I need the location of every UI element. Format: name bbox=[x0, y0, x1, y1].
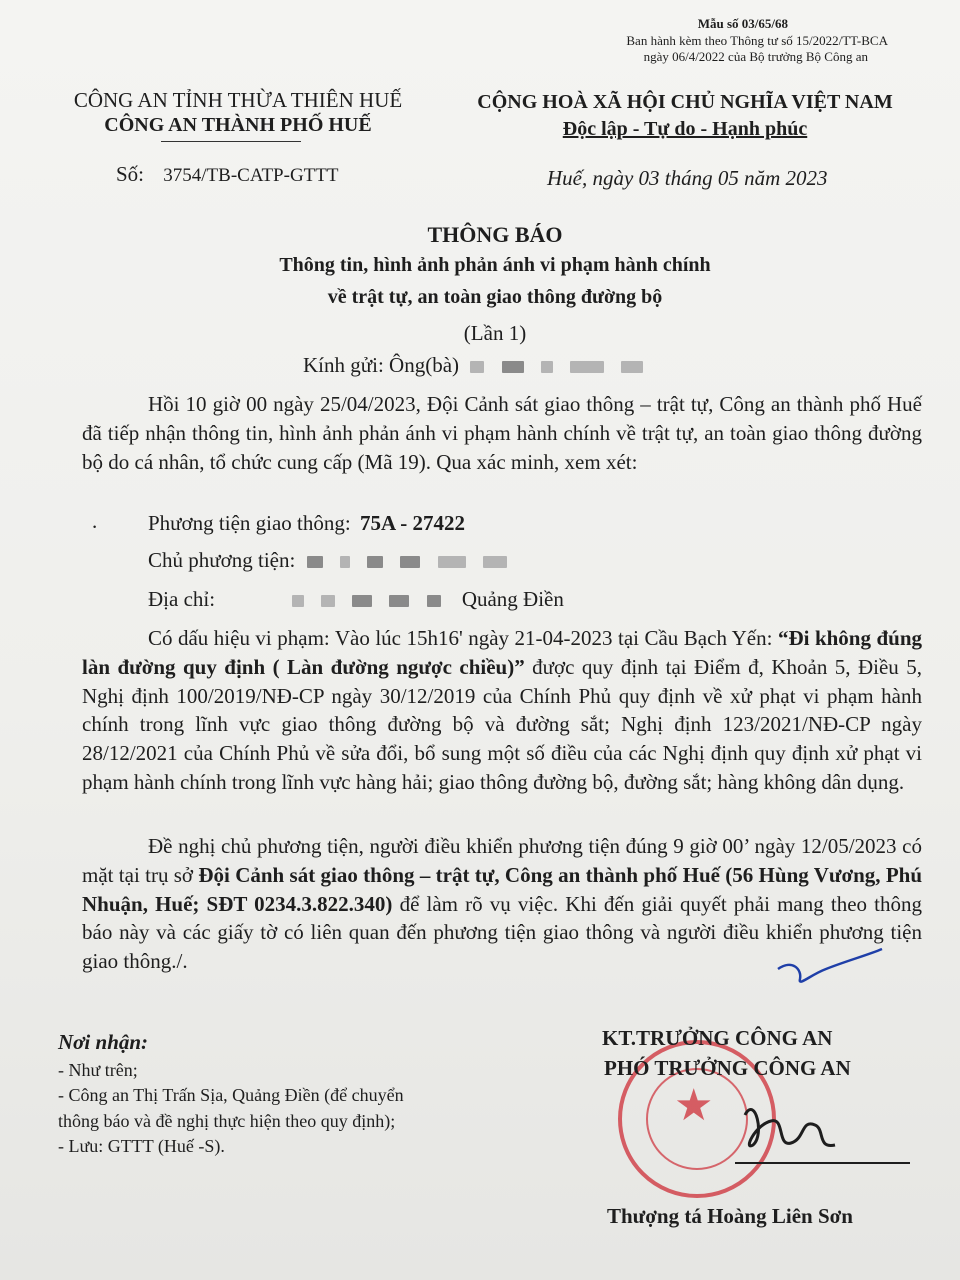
vehicle-row bbox=[148, 511, 465, 536]
notice-title: THÔNG BÁO bbox=[427, 222, 563, 247]
request-lead: Đề nghị chủ phương tiện, người điều khiển phương tiện đúng 9 giờ 00’ ngày 12/05/2023 có mặt tại trụ sở bbox=[82, 834, 922, 887]
initial-mark-icon bbox=[770, 935, 890, 995]
recipient-line bbox=[303, 353, 649, 378]
redaction bbox=[321, 595, 335, 607]
signature-title-2: PHÓ TRƯỞNG CÔNG AN bbox=[604, 1056, 851, 1080]
recipients-item-1: - Như trên; bbox=[58, 1060, 138, 1080]
redaction bbox=[541, 361, 553, 373]
notice-subtitle-2: về trật tự, an toàn giao thông đường bộ bbox=[327, 286, 663, 308]
redaction bbox=[292, 595, 304, 607]
violation-paragraph bbox=[82, 624, 922, 797]
country-name: CỘNG HOÀ XÃ HỘI CHỦ NGHĨA VIỆT NAM bbox=[477, 91, 893, 113]
recipient-label: Kính gửi: Ông(bà) bbox=[303, 353, 460, 377]
address-row bbox=[148, 587, 564, 612]
signature-title-1: KT.TRƯỞNG CÔNG AN bbox=[602, 1026, 833, 1050]
recipients-item-3: - Lưu: GTTT (Huế -S). bbox=[58, 1136, 225, 1156]
intro-paragraph bbox=[82, 390, 922, 476]
redaction bbox=[307, 556, 323, 568]
violation-lead: Có dấu hiệu vi phạm: Vào lúc 15h16' ngày 21-04-2023 tại Cầu Bạch Yến: bbox=[148, 626, 773, 650]
form-issued-date: ngày 06/4/2022 của Bộ trưởng Bộ Công an bbox=[643, 49, 868, 64]
redaction bbox=[570, 361, 604, 373]
redaction bbox=[400, 556, 420, 568]
redaction bbox=[621, 361, 643, 373]
doc-number-label: Số: bbox=[116, 162, 145, 186]
violation-description: “Đi không đúng làn đường quy định ( Làn đường ngược chiều)” bbox=[82, 626, 922, 679]
signer-name: Thượng tá Hoàng Liên Sơn bbox=[607, 1204, 853, 1228]
recipients-title: Nơi nhận: bbox=[58, 1030, 149, 1054]
request-rest: để làm rõ vụ việc. Khi đến giải quyết phải mang theo thông báo này và các giấy tờ có liên quan đến phương tiện giao thông và người điều khiển phương tiện giao thông./. bbox=[82, 891, 923, 974]
doc-number-row bbox=[116, 162, 338, 187]
recipients-item-2: - Công an Thị Trấn Sịa, Quảng Điền (để chuyển bbox=[58, 1085, 404, 1105]
redaction bbox=[483, 556, 507, 568]
violation-legal-basis: được quy định tại Điểm đ, Khoản 5, Điều 5, Nghị định 100/2019/NĐ-CP ngày 30/12/2019 của Chính Phủ quy định về xử phạt vi phạm hành chính trong lĩnh vực giao thông đường bộ và đường sắt; Nghị định 123/2021/NĐ-CP ngày 28/12/2021 của Chính Phủ về sửa đổi, bổ sung một số điều của các Nghị định quy định xử phạt vi phạm hành chính trong lĩnh vực hàng hải; giao thông đường bộ, đường sắt; hàng không dân dụng. bbox=[82, 654, 922, 794]
request-location: Đội Cảnh sát giao thông – trật tự, Công an thành phố Huế (56 Hùng Vương, Phú Nhuận, Huế; SĐT 0234.3.822.340) bbox=[82, 862, 923, 916]
star-icon: ★ bbox=[674, 1081, 714, 1130]
redaction bbox=[502, 361, 524, 373]
vehicle-plate: 75A - 27422 bbox=[359, 511, 465, 535]
issue-date: Huế, ngày 03 tháng 05 năm 2023 bbox=[547, 166, 828, 190]
notice-subtitle-1: Thông tin, hình ảnh phản ánh vi phạm hành chính bbox=[279, 254, 711, 276]
owner-label: Chủ phương tiện: bbox=[148, 548, 296, 572]
intro-text: Hồi 10 giờ 00 ngày 25/04/2023, Đội Cảnh sát giao thông – trật tự, Công an thành phố Huế đã tiếp nhận thông tin, hình ảnh phản ánh vi phạm hành chính về trật tự, an toàn giao thông đường bộ do cá nhân, tổ chức cung cấp (Mã 19). Qua xác minh, xem xét: bbox=[82, 392, 922, 474]
recipients-item-2-cont: thông báo và đề nghị thực hiện theo quy định); bbox=[58, 1111, 396, 1131]
agency-underline bbox=[161, 141, 301, 142]
country-motto: Độc lập - Tự do - Hạnh phúc bbox=[562, 118, 808, 140]
redaction bbox=[389, 595, 409, 607]
redaction bbox=[427, 595, 441, 607]
agency-city: CÔNG AN THÀNH PHỐ HUẾ bbox=[104, 114, 372, 136]
redaction bbox=[470, 361, 484, 373]
owner-row bbox=[148, 548, 513, 573]
vehicle-bullet: . bbox=[92, 509, 98, 533]
doc-number: 3754/TB-CATP-GTTT bbox=[163, 165, 339, 186]
agency-province: CÔNG AN TỈNH THỪA THIÊN HUẾ bbox=[73, 88, 403, 112]
address-label: Địa chỉ: bbox=[148, 587, 216, 611]
vehicle-label: Phương tiện giao thông: bbox=[148, 511, 351, 535]
notice-round: (Lần 1) bbox=[463, 321, 527, 345]
redaction bbox=[352, 595, 372, 607]
form-number: Mẫu số 03/65/68 bbox=[697, 16, 788, 31]
redaction bbox=[367, 556, 383, 568]
handwritten-signature bbox=[725, 1085, 915, 1185]
address-tail: Quảng Điền bbox=[461, 587, 564, 611]
redaction bbox=[438, 556, 466, 568]
redaction bbox=[340, 556, 350, 568]
form-issued-with: Ban hành kèm theo Thông tư số 15/2022/TT-BCA bbox=[626, 33, 888, 48]
